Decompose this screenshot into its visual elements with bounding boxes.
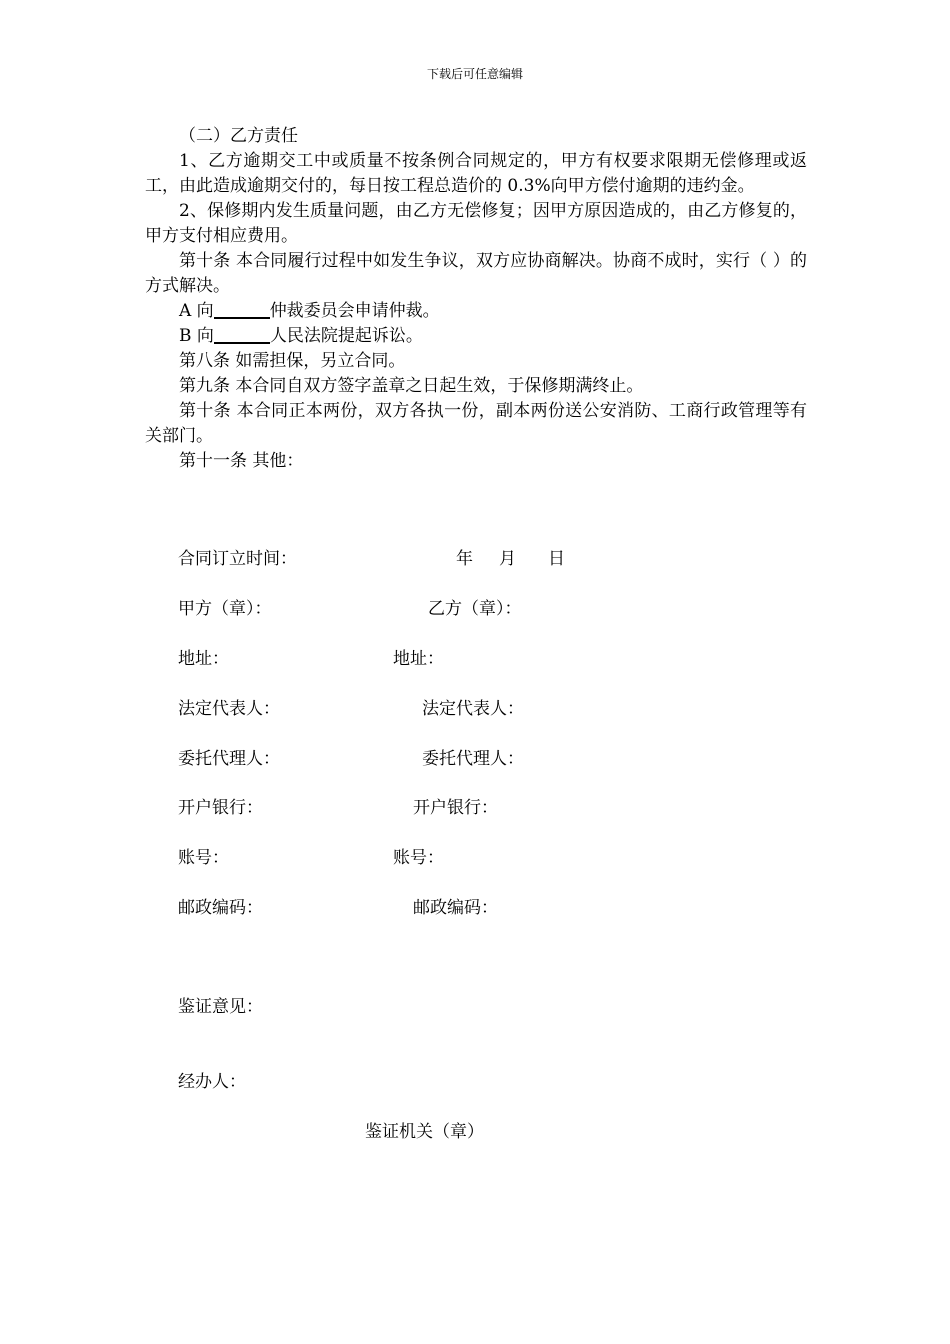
handler-label: 经办人：	[178, 1072, 246, 1092]
verification-opinion: 鉴证意见：	[178, 997, 263, 1017]
party-b-agent: 委托代理人：	[422, 749, 524, 769]
option-b-prefix: B 向	[179, 326, 214, 346]
party-a-representative: 法定代表人：	[178, 699, 280, 719]
option-b-blank	[214, 324, 270, 344]
party-b-address: 地址：	[393, 649, 444, 669]
clause-other: 第十一条 其他：	[179, 451, 304, 471]
section-title: （二）乙方责任	[179, 126, 298, 146]
party-a-seal: 甲方（章）：	[178, 599, 272, 619]
party-b-account: 账号：	[393, 848, 444, 868]
party-b-bank: 开户银行：	[413, 798, 498, 818]
date-day: 日	[548, 549, 565, 569]
clause-copies: 第十条 本合同正本两份，双方各执一份，副本两份送公安消防、工商行政管理等有关部门。	[145, 401, 807, 446]
party-b-representative: 法定代表人：	[422, 699, 524, 719]
option-b	[145, 324, 807, 349]
clause-guarantee: 第八条 如需担保，另立合同。	[179, 351, 406, 371]
date-month: 月	[499, 549, 516, 569]
option-a-blank	[214, 299, 270, 319]
party-a-postal-code: 邮政编码：	[178, 898, 263, 918]
party-a-agent: 委托代理人：	[178, 749, 280, 769]
party-b-postal-code: 邮政编码：	[413, 898, 498, 918]
option-a-prefix: A 向	[179, 301, 214, 321]
option-a-suffix: 仲裁委员会申请仲裁。	[269, 301, 440, 321]
date-year: 年	[456, 549, 473, 569]
party-a-address: 地址：	[178, 649, 229, 669]
party-a-account: 账号：	[178, 848, 229, 868]
option-b-suffix: 人民法院提起诉讼。	[269, 326, 423, 346]
party-b-seal: 乙方（章）：	[428, 599, 522, 619]
clause-dispute: 第十条 本合同履行过程中如发生争议，双方应协商解决。协商不成时，实行（ ）的方式解决。	[145, 251, 807, 296]
clause-effective: 第九条 本合同自双方签字盖章之日起生效，于保修期满终止。	[179, 376, 644, 396]
clause-paragraph-2: 2、保修期内发生质量问题，由乙方无偿修复；因甲方原因造成的，由乙方修复的，甲方支付相应费用。	[145, 201, 807, 246]
date-label: 合同订立时间：	[178, 549, 297, 569]
clause-paragraph-1: 1、乙方逾期交工中或质量不按条例合同规定的，甲方有权要求限期无偿修理或返工，由此造成逾期交付的，每日按工程总造价的 0.3%向甲方偿付逾期的违约金。	[145, 151, 807, 196]
option-a	[145, 299, 807, 324]
page-header: 下载后可任意编辑	[426, 67, 523, 81]
verification-authority-seal: 鉴证机关（章）	[365, 1122, 484, 1142]
party-a-bank: 开户银行：	[178, 798, 263, 818]
contract-body	[145, 124, 807, 474]
